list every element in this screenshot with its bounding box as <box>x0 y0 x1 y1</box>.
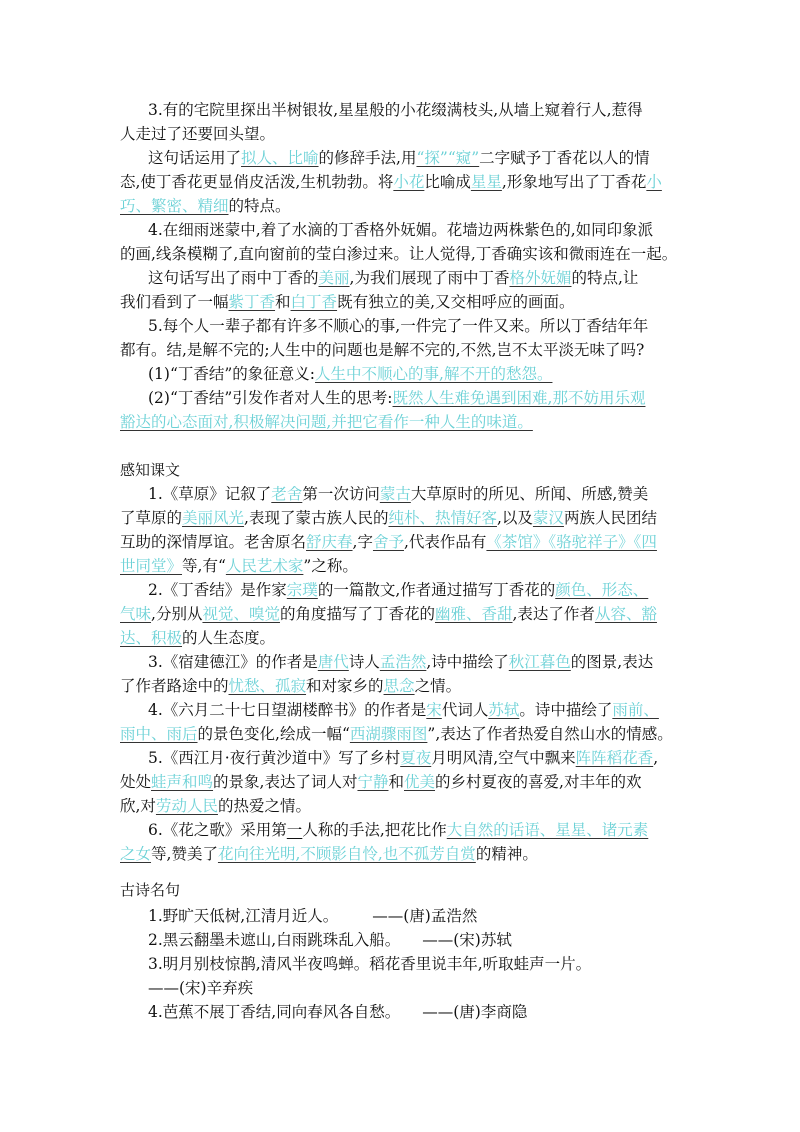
answer: 拟人、比喻 <box>241 149 319 167</box>
answer: 白丁香 <box>290 293 338 311</box>
answer: 蒙汉 <box>532 509 564 527</box>
answer: 星星 <box>470 173 502 191</box>
poem-line: 2.黑云翻墨未遮山,白雨跳珠乱入船。 ——(宋)苏轼 <box>148 931 512 949</box>
answer: 思念 <box>383 677 415 695</box>
answer: 宗璞 <box>286 581 318 599</box>
answer: 格外妩媚 <box>509 269 572 287</box>
text-line: 6.《花之歌》采用第一人称的手法,把花比作大自然的话语、星星、诸元素 <box>148 821 649 839</box>
answer: 苏轼 <box>488 701 520 719</box>
text-line: 之女等,赞美了花向往光明,不顾影自怜,也不孤芳自赏的精神。 <box>120 845 538 863</box>
answer: 忧愁、孤寂 <box>228 677 307 695</box>
text-line: 了草原的美丽风光,表现了蒙古族人民的纯朴、热情好客,以及蒙汉两族人民团结 <box>120 509 657 527</box>
poem-source: ——(宋)辛弃疾 <box>148 979 254 997</box>
text-line: 互助的深情厚谊。老舍原名舒庆春,字舍予,代表作品有《茶馆》《骆驼祥子》《四 <box>120 533 657 551</box>
answer: 孟浩然 <box>379 653 427 671</box>
poem-line: 4.芭蕉不展丁香结,同向春风各自愁。 ——(唐)李商隐 <box>148 1003 528 1021</box>
text-line: 这句话写出了雨中丁香的美丽,为我们展现了雨中丁香格外妩媚的特点,让 <box>148 269 639 287</box>
answer: 秋江暮色 <box>508 653 571 671</box>
text-line: 处处蛙声和鸣的景象,表达了词人对宁静和优美的乡村夏夜的喜爱,对丰年的欢 <box>120 773 642 791</box>
answer: 颜色、形态、 <box>555 581 649 599</box>
answer: 优美 <box>404 773 436 791</box>
text-line: 巧、繁密、精细的特点。 <box>120 197 291 215</box>
answer: 世同堂》 <box>120 557 183 575</box>
answer: 之女 <box>120 845 152 863</box>
answer: 劳动人民 <box>155 797 218 815</box>
text-line: 我们看到了一幅紫丁香和白丁香既有独立的美,又交相呼应的画面。 <box>120 293 575 311</box>
answer: 小 <box>646 173 662 191</box>
section-heading: 古诗名句 <box>120 881 181 899</box>
answer: 美丽 <box>318 269 350 287</box>
answer: 达、积极 <box>120 629 183 647</box>
answer: 老舍 <box>271 485 303 503</box>
text-line: 都有。结,是解不完的;人生中的问题也是解不完的,不然,岂不太平淡无味了吗? <box>120 341 645 359</box>
answer: 人生中不顺心的事,解不开的愁怨。 <box>315 365 553 383</box>
answer: 一 <box>286 821 303 839</box>
text-line: 2.《丁香结》是作家宗璞的一篇散文,作者通过描写丁香花的颜色、形态、 <box>148 581 649 599</box>
answer: 宁静 <box>357 773 389 791</box>
answer: 舍予 <box>372 533 404 551</box>
answer: 小花 <box>393 173 425 191</box>
answer: 纯朴、热情好客 <box>388 509 497 527</box>
text-line: 世同堂》等,有“人民艺术家”之称。 <box>120 557 358 575</box>
text-line: 气味,分别从视觉、嗅觉的角度描写了丁香花的幽雅、香甜,表达了作者从容、豁 <box>120 605 657 623</box>
text-line: 3.有的宅院里探出半树银妆,星星般的小花缀满枝头,从墙上窥着行人,惹得 <box>148 101 643 119</box>
text-line: (2)“丁香结”引发作者对人生的思考:既然人生难免遇到困难,那不妨用乐观 <box>148 389 646 407</box>
answer: 雨前、 <box>612 701 659 719</box>
answer: 人民艺术家 <box>225 557 304 575</box>
poem-line: 3.明月别枝惊鹊,清风半夜鸣蝉。稻花香里说丰年,听取蛙声一片。 <box>148 955 592 973</box>
answer: “探”“窥” <box>416 149 480 167</box>
section-heading: 感知课文 <box>120 461 181 479</box>
text-line: 了作者路途中的忧愁、孤寂和对家乡的思念之情。 <box>120 677 462 695</box>
answer: 花向往光明,不顾影自怜,也不孤芳自赏 <box>217 845 476 863</box>
text-line <box>120 410 533 434</box>
poem-line: 1.野旷天低树,江清月近人。 ——(唐)孟浩然 <box>148 907 478 925</box>
answer: 唐代 <box>317 653 349 671</box>
answer: 从容、豁 <box>594 605 657 623</box>
text-line: 3.《宿建德江》的作者是唐代诗人孟浩然,诗中描绘了秋江暮色的图景,表达 <box>148 653 654 671</box>
answer: 宋 <box>426 701 442 719</box>
text-line: 雨中、雨后的景色变化,绘成一幅“西湖骤雨图”,表达了作者热爱自然山水的情感。 <box>120 725 673 743</box>
text-line: (1)“丁香结”的象征意义:人生中不顺心的事,解不开的愁怨。 <box>148 365 553 383</box>
answer: 大自然的话语、星星、诸元素 <box>446 821 649 839</box>
text-line: 1.《草原》记叙了老舍第一次访问蒙古大草原时的所见、所闻、所感,赞美 <box>148 485 649 503</box>
text-line: 达、积极的人生态度。 <box>120 629 276 647</box>
text-line: 这句话运用了拟人、比喻的修辞手法,用“探”“窥”二字赋予丁香花以人的情 <box>148 149 650 167</box>
answer: 蛙声和鸣 <box>151 773 214 791</box>
answer: 蒙古 <box>379 485 411 503</box>
text-line: 4.《六月二十七日望湖楼醉书》的作者是宋代词人苏轼。诗中描绘了雨前、 <box>148 701 659 719</box>
answer: 《茶馆》《骆驼祥子》《四 <box>486 533 657 551</box>
answer: 既然人生难免遇到困难,那不妨用乐观 <box>392 389 646 407</box>
answer: 巧、繁密、精细 <box>120 197 229 215</box>
text-line: 态,使丁香花更显俏皮活泼,生机勃勃。将小花比喻成星星,形象地写出了丁香花小 <box>120 173 662 191</box>
answer: 舒庆春 <box>306 533 353 551</box>
answer: 美丽风光 <box>182 509 245 527</box>
text-line: 4.在细雨迷蒙中,着了水滴的丁香格外妩媚。花墙边两株紫色的,如同印象派 <box>148 221 654 239</box>
answer: 紫丁香 <box>228 293 276 311</box>
answer: 豁达的心态面对,积极解决问题,并把它看作一种人生的味道。 <box>120 413 533 431</box>
answer: 气味 <box>120 605 152 623</box>
answer: 阵阵稻花香 <box>575 749 654 767</box>
answer: 视觉、嗅觉 <box>202 605 280 623</box>
answer: 夏夜 <box>400 749 432 767</box>
text-line: 的画,线条模糊了,直向窗前的莹白渗过来。让人觉得,丁香确实该和微雨连在一起。 <box>120 245 678 263</box>
text-line: 欣,对劳动人民的热爱之情。 <box>120 797 311 815</box>
answer: 西湖骤雨图 <box>349 725 428 743</box>
answer: 幽雅、香甜 <box>434 605 513 623</box>
answer: 雨中、雨后 <box>120 725 198 743</box>
text-line: 人走过了还要回头望。 <box>120 125 276 143</box>
text-line: 5.每个人一辈子都有许多不顺心的事,一件完了一件又来。所以丁香结年年 <box>148 317 649 335</box>
text-line: 5.《西江月·夜行黄沙道中》写了乡村夏夜月明风清,空气中飘来阵阵稻花香, <box>148 749 659 767</box>
